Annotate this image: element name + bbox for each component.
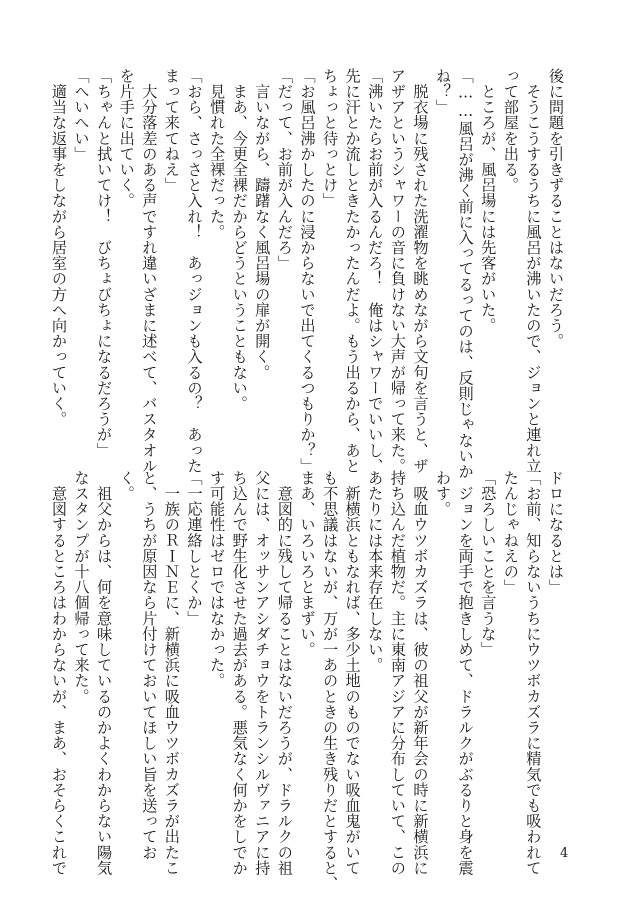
text-line: 言いながら、躊躇なく風呂場の扉が開く。	[253, 68, 272, 380]
text-line: 父には、オッサンアシダチョウをトランシルヴァニアに持	[253, 470, 272, 876]
page-number: 4	[560, 846, 569, 861]
text-line: も不思議はないが、万が一あのときの生き残りだとすると、	[321, 470, 340, 892]
text-line: 見慣れた全裸だった。	[208, 68, 227, 240]
text-line: 脱衣場に残された洗濯物を眺めながら文句を言うと、ザ	[411, 68, 430, 474]
text-line: ち込んで野生化させた過去がある。悪気なく何かをしでか	[230, 470, 249, 876]
text-line: 意図的に残して帰ることはないだろうが、ドラルクの祖	[275, 470, 294, 876]
text-line: 「一応連絡しとくか」	[185, 470, 204, 626]
text-line: と、うちが原因なら片付けておいてほしい旨を送ってお	[140, 470, 159, 860]
text-line: アザアというシャワーの音に負けない大声が帰って来た。	[388, 68, 407, 474]
text-line: 大分落差のある声ですれ違いざまに述べて、バスタオル	[140, 68, 159, 474]
text-line: わす。	[434, 470, 453, 517]
text-line: ジョンを両手で抱きしめて、ドラルクがぶるりと身を震	[456, 470, 475, 876]
text-line: 新横浜ともなれば、多少土地のものでない吸血鬼がいて	[343, 470, 362, 876]
text-line: ドロになるとは」	[547, 470, 565, 595]
text-line: 「おら、さっさと入れ！ あっジョンも入るの？ あった	[185, 68, 204, 474]
text-line: ちょっと待っとけ」	[321, 68, 340, 209]
text-line: なスタンプが十八個帰って来た。	[72, 470, 91, 704]
text-line: たんじゃねえの」	[501, 470, 520, 595]
text-line: を片手に出ていく。	[117, 68, 136, 209]
text-column-lower	[47, 470, 567, 892]
text-line: 後に問題を引きずることはないだろう。	[547, 68, 565, 349]
text-line: 先に汗とか流しときたかったんだよ。もう出るから、あと	[343, 68, 362, 474]
text-line: まあ、今更全裸だからどうということもない。	[230, 68, 249, 412]
text-line: す可能性はゼロではなかった。	[208, 470, 227, 689]
text-line: ね？」	[434, 68, 453, 115]
text-line: 「お前、知らないうちにウツボカズラに精気でも吸われて	[524, 470, 543, 876]
text-line: 一族のＲＩＮＥに、新横浜に吸血ウツボカズラが出たこ	[162, 470, 181, 876]
text-line: そうこうするうちに風呂が沸いたので、ジョンと連れ立	[524, 68, 543, 474]
text-line: まあ、いろいろとまずい。	[298, 470, 317, 658]
text-line: 「ちゃんと拭いてけ！ びちょびちょになるだろうが」	[95, 68, 114, 458]
text-line: 「……風呂が沸く前に入ってるってのは、反則じゃないか	[456, 68, 475, 480]
text-line: 吸血ウツボカズラは、彼の祖父が新年会の時に新横浜に	[411, 470, 430, 876]
text-line: って部屋を出る。	[501, 68, 520, 193]
text-line: 持ち込んだ植物だ。主に東南アジアに分布していて、この	[388, 470, 407, 876]
text-line: 「沸いたらお前が入るんだろ！ 俺はシャワーでいいし、	[366, 68, 385, 474]
text-line: 適当な返事をしながら居室の方へ向かっていく。	[49, 68, 68, 427]
text-column-upper	[47, 68, 567, 478]
text-line: ところが、風呂場には先客がいた。	[479, 68, 498, 334]
text-line: 「お風呂沸かしたのに浸からないで出てくるつもりか？」	[298, 68, 317, 474]
text-line: あたりには本来存在しない。	[366, 470, 385, 673]
text-line: 「だって、お前が入んだろ」	[275, 68, 294, 271]
text-line: 祖父からは、何を意味しているのかよくわからない陽気	[95, 470, 114, 876]
text-line: く。	[117, 470, 136, 502]
text-line: 意図するところはわからないが、まあ、おそらくこれで	[49, 470, 68, 876]
text-line: 「へいへい」	[72, 68, 91, 162]
text-line: まって来てねえ」	[162, 68, 181, 193]
text-line: 「恐ろしいことを言うな」	[479, 470, 498, 658]
